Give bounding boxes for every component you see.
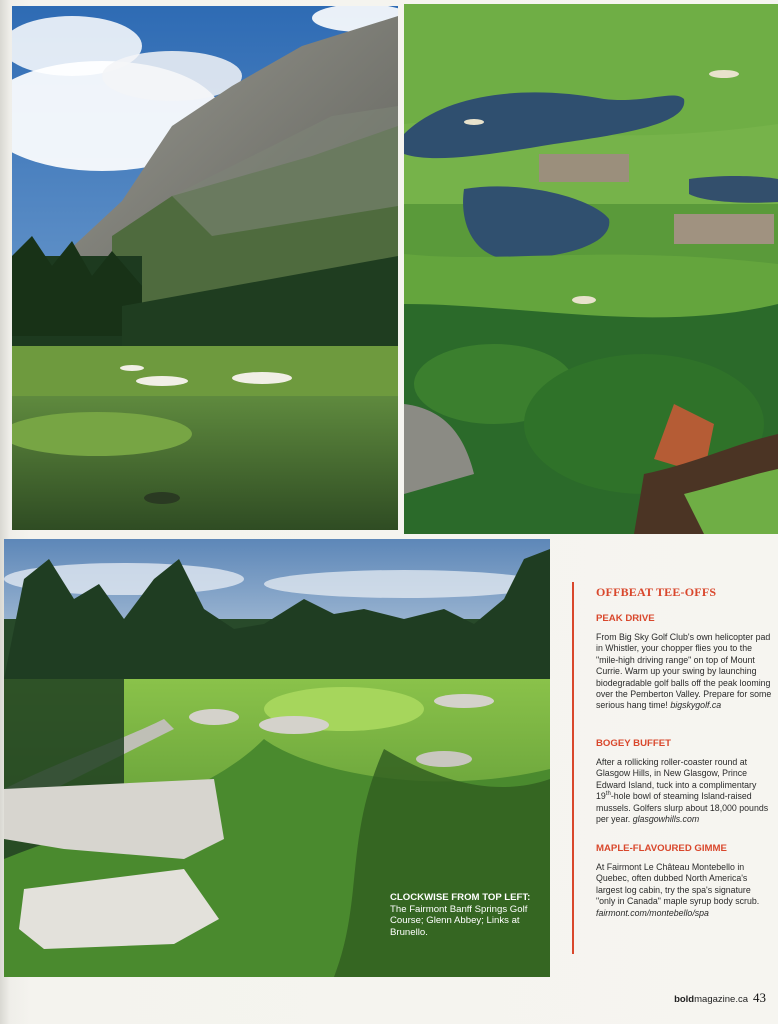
section-body-maple-gimme — [596, 862, 772, 919]
section-text: From Big Sky Golf Club's own helicopter pad in Whistler, your chopper flies you to the "mile-high driving range" on top of Mount Currie. Warm up your swing by launching biodegradable golf balls off the peak looming over the Pemberton Valley. Prepare for some serious hang time! — [596, 632, 772, 711]
section-heading-maple-gimme: MAPLE-FLAVOURED GIMME — [596, 843, 727, 854]
glen-abbey-aerial-photo — [404, 4, 778, 534]
brand-bold: bold — [674, 994, 695, 1005]
section-link[interactable]: bigskygolf.ca — [670, 700, 722, 711]
sidebar-title: OFFBEAT TEE-OFFS — [596, 585, 717, 599]
page-footer — [674, 990, 766, 1006]
section-body-peak-drive — [596, 632, 772, 712]
section-body-bogey-buffet — [596, 757, 772, 825]
section-heading-bogey-buffet: BOGEY BUFFET — [596, 738, 671, 749]
magazine-url — [674, 994, 748, 1005]
photo-caption — [390, 892, 540, 938]
section-heading-peak-drive: PEAK DRIVE — [596, 613, 655, 624]
section-link[interactable]: fairmont.com/montebello/spa — [596, 907, 709, 918]
ordinal-suffix: th — [605, 791, 611, 798]
caption-lead: CLOCKWISE FROM TOP LEFT: — [390, 892, 531, 903]
banff-springs-golf-photo — [12, 6, 398, 530]
section-text: After a rollicking roller-coaster round at Glasgow Hills, in New Glasgow, Prince Edward Island, tuck into a complimentary 19 — [596, 757, 757, 802]
offbeat-tee-offs-sidebar — [560, 560, 778, 960]
brand-rest: magazine.ca — [694, 994, 748, 1005]
page-number: 43 — [753, 990, 766, 1005]
section-link[interactable]: glasgowhills.com — [632, 814, 700, 825]
sidebar-accent-rule — [572, 582, 574, 954]
caption-text: The Fairmont Banff Springs Golf Course; Glenn Abbey; Links at Brunello. — [390, 903, 528, 938]
section-text: At Fairmont Le Château Montebello in Quebec, often dubbed North America's largest log cabin, try the spa's signature "only in Canada" maple syrup body scrub. — [596, 862, 760, 907]
section-text: -hole bowl of steaming Island-raised mussels. Golfers slurp about 18,000 pounds per year. — [596, 791, 769, 825]
